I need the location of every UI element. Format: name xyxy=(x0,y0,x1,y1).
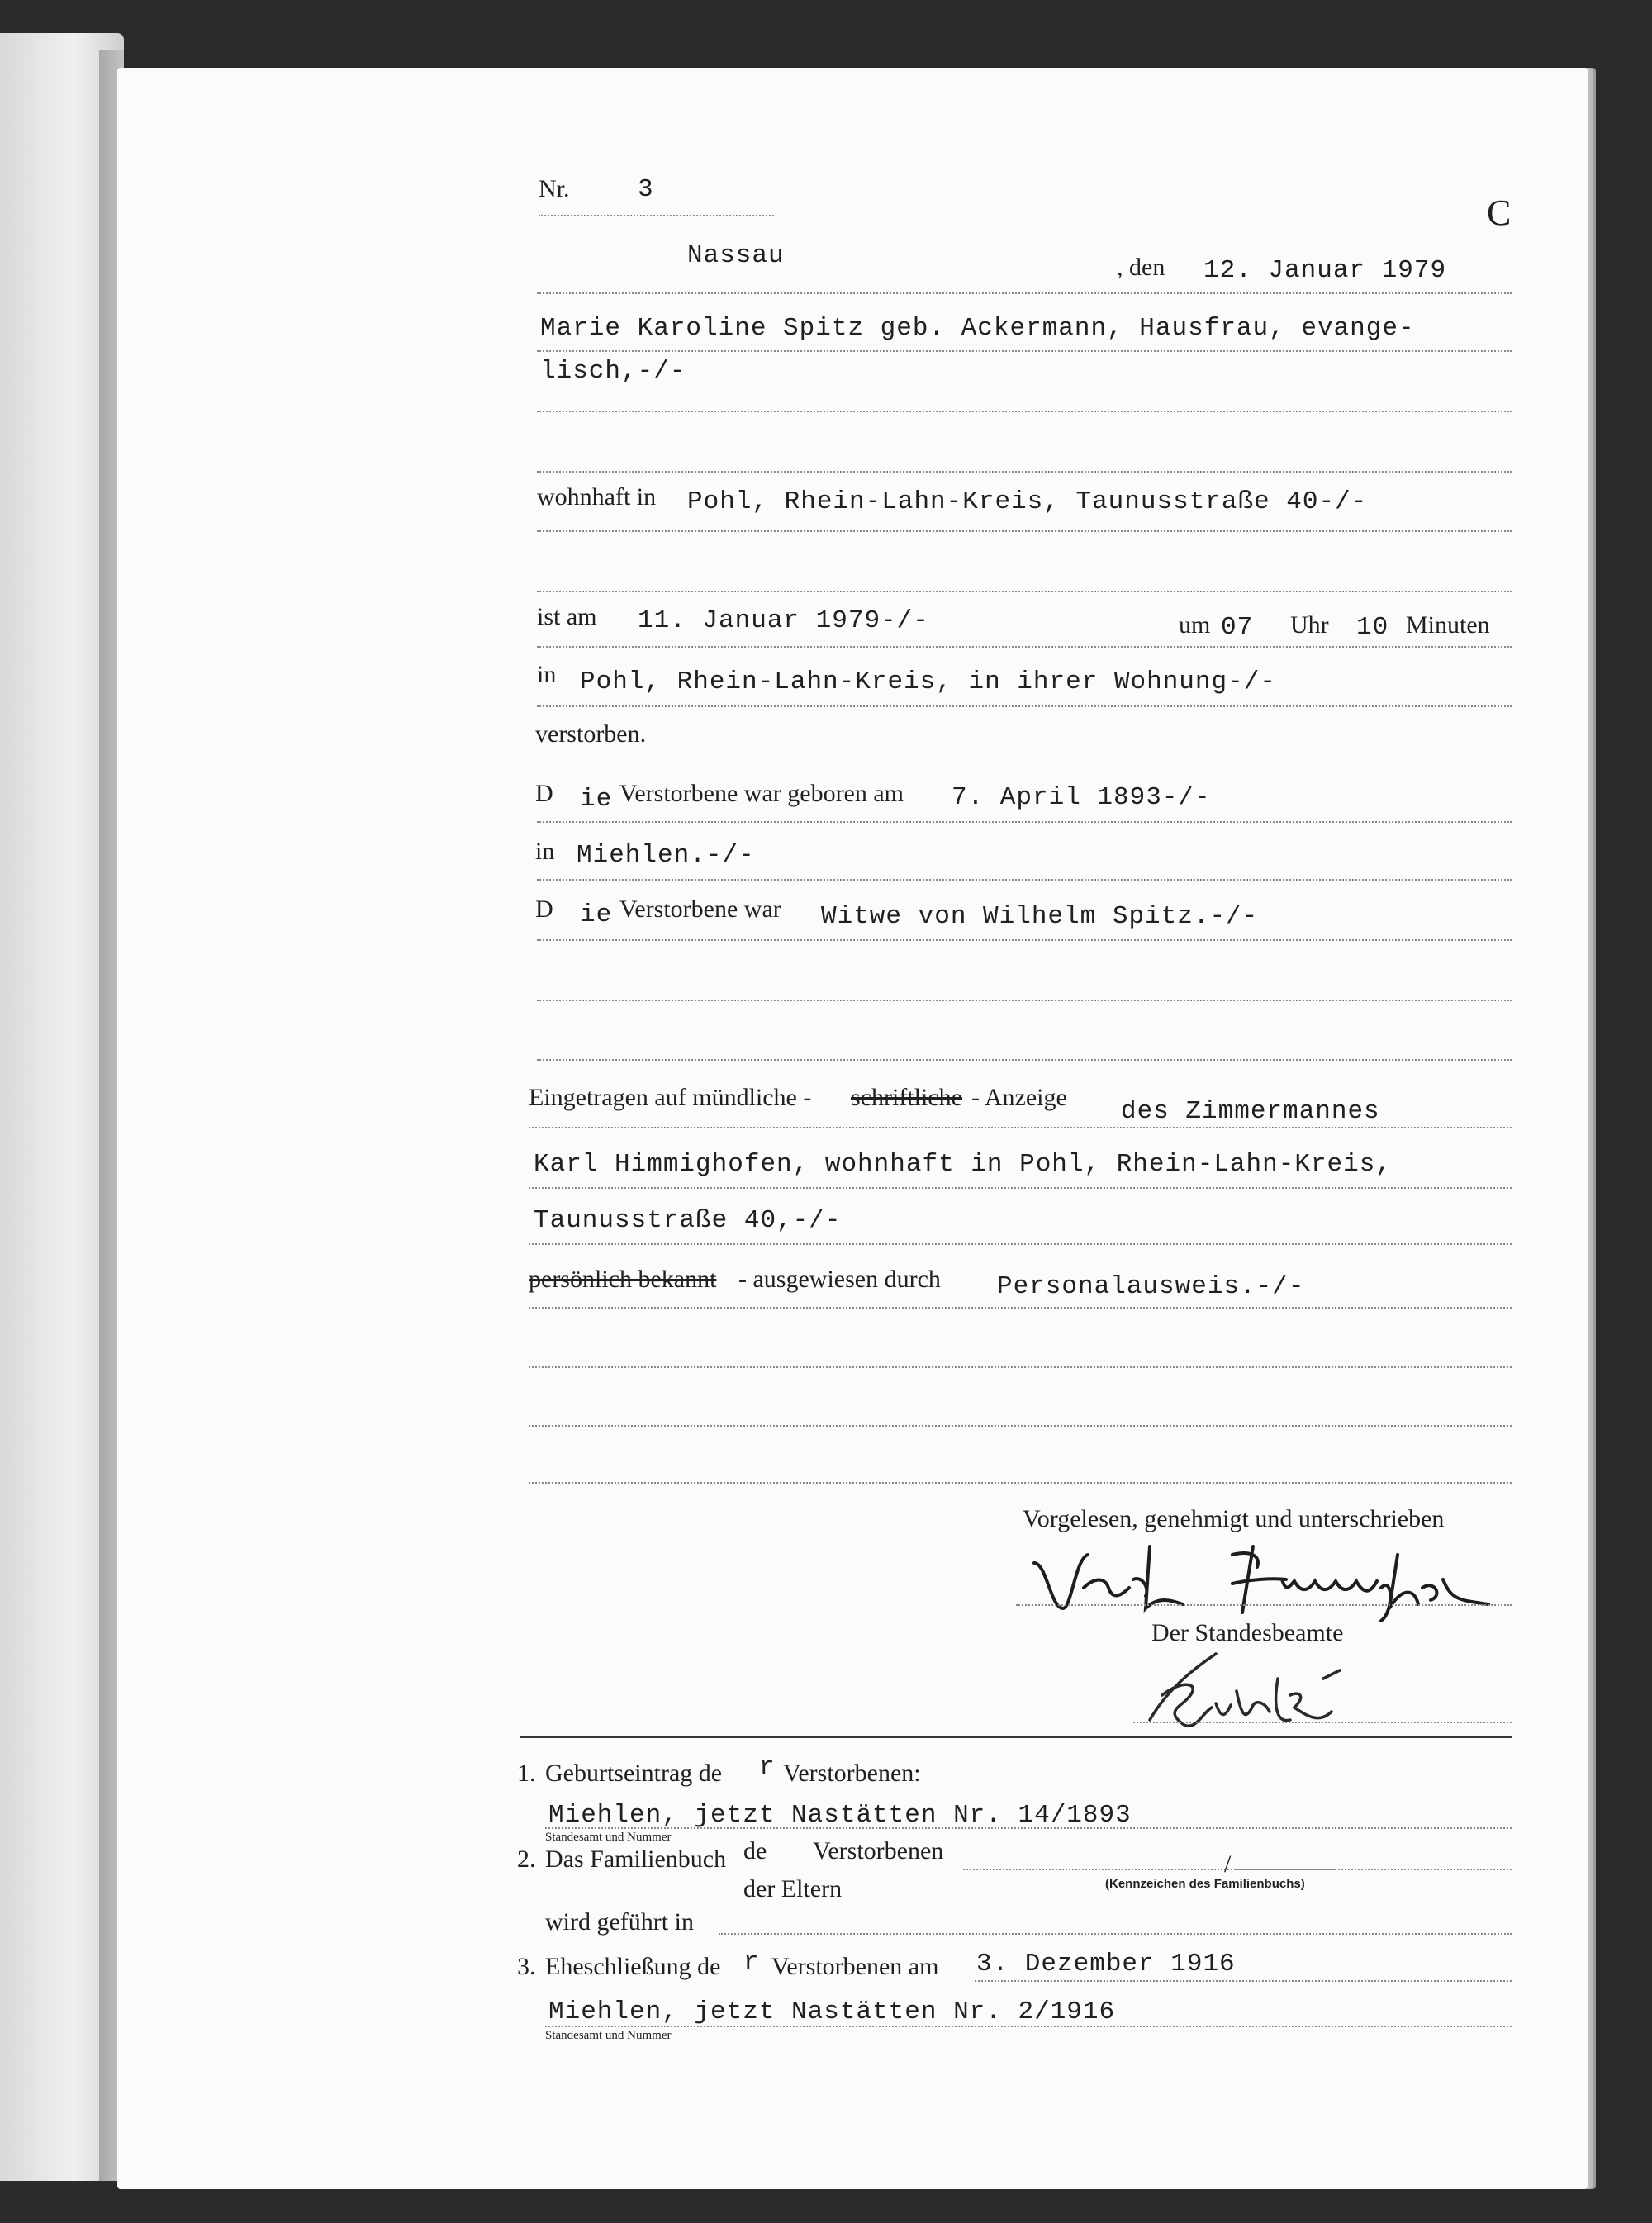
death-date: 11. Januar 1979-/- xyxy=(638,606,929,635)
death-register-page xyxy=(117,68,1588,2189)
separator-rule xyxy=(520,1736,1512,1738)
birth-in-label: in xyxy=(535,838,555,865)
line-19 xyxy=(529,1425,1512,1427)
birth-place: Miehlen.-/- xyxy=(577,841,755,870)
gefuehrt-label: wird geführt in xyxy=(545,1908,694,1936)
standesbeamte-label: Der Standesbeamte xyxy=(1151,1619,1344,1646)
familienbuch-label: Das Familienbuch xyxy=(545,1845,727,1873)
kennzeichen-caption: (Kennzeichen des Familienbuchs) xyxy=(1105,1877,1305,1891)
status-d-label: D xyxy=(535,895,553,923)
line-2 xyxy=(537,350,1512,352)
geburtseintrag-label: Geburtseintrag de xyxy=(545,1760,723,1787)
birth-d-label: D xyxy=(535,780,553,807)
official-signature-line xyxy=(1133,1722,1512,1723)
verstorbenen-am-label: Verstorbenen am xyxy=(771,1953,939,1980)
familienbuch-slash: / xyxy=(1224,1850,1232,1878)
status-war-label: Verstorbene war xyxy=(620,895,781,923)
standesamt-caption-1: Standesamt und Nummer xyxy=(545,1831,672,1844)
line-12 xyxy=(537,1000,1512,1001)
geburtseintrag-r-fill: r xyxy=(759,1753,776,1782)
line-5 xyxy=(537,530,1512,532)
nr-value: 3 xyxy=(638,175,654,204)
line-11 xyxy=(537,939,1512,941)
um-label: um xyxy=(1179,611,1211,639)
line-7 xyxy=(537,646,1512,648)
line-13 xyxy=(537,1059,1512,1061)
in-label: in xyxy=(537,661,557,688)
line-16 xyxy=(529,1243,1512,1245)
line-17 xyxy=(529,1307,1512,1309)
gefuehrt-line xyxy=(719,1933,1512,1935)
marriage-value: Miehlen, jetzt Nastätten Nr. 2/1916 xyxy=(548,1997,1116,2026)
line-10 xyxy=(537,879,1512,881)
line-3 xyxy=(537,411,1512,412)
ausgewiesen-label: - ausgewiesen durch xyxy=(738,1266,941,1293)
geburtseintrag-value: Miehlen, jetzt Nastätten Nr. 14/1893 xyxy=(548,1801,1132,1830)
registration-date: 12. Januar 1979 xyxy=(1203,256,1447,285)
deceased-address: Pohl, Rhein-Lahn-Kreis, Taunusstraße 40-/- xyxy=(687,487,1368,516)
uhr-label: Uhr xyxy=(1290,611,1329,639)
line-6 xyxy=(537,591,1512,592)
familienbuch-verstorbenen: Verstorbenen xyxy=(813,1837,944,1864)
ist-am-label: ist am xyxy=(537,603,597,630)
eheschliessung-r-fill: r xyxy=(743,1948,760,1977)
kennzeichen-line xyxy=(1236,1869,1512,1870)
standesamt-caption-3: Standesamt und Nummer xyxy=(545,2029,672,2042)
deceased-name-line2: lisch,-/- xyxy=(540,357,686,386)
verstorbenen-label: Verstorbenen: xyxy=(783,1760,921,1787)
vorgelesen-text: Vorgelesen, genehmigt und unterschrieben xyxy=(1023,1505,1445,1532)
id-document: Personalausweis.-/- xyxy=(997,1272,1305,1301)
line-15 xyxy=(529,1187,1512,1189)
marriage-date-line xyxy=(975,1980,1512,1982)
death-hour: 07 xyxy=(1221,613,1254,642)
eheschliessung-label: Eheschließung de xyxy=(545,1953,721,1980)
informant-line2: Karl Himmighofen, wohnhaft in Pohl, Rhein-Lahn-Kreis, xyxy=(534,1150,1392,1179)
marriage-date: 3. Dezember 1916 xyxy=(976,1950,1236,1978)
footnote-1-line xyxy=(545,1827,1512,1829)
informant-signature xyxy=(1026,1530,1505,1629)
place-of-registration: Nassau xyxy=(687,241,785,270)
informant-line1: des Zimmermannes xyxy=(1121,1097,1380,1126)
line-1 xyxy=(537,292,1512,294)
wohnhaft-label: wohnhaft in xyxy=(537,483,657,511)
familienbuch-eltern-label: der Eltern xyxy=(743,1875,843,1902)
line-14 xyxy=(529,1127,1512,1128)
line-20 xyxy=(529,1482,1512,1484)
register-letter: C xyxy=(1487,192,1512,233)
verstorben-label: verstorben. xyxy=(535,720,647,748)
familienbuch-de-label: de xyxy=(743,1837,767,1864)
bekannt-struck: persönlich bekannt xyxy=(529,1266,717,1293)
informant-line3: Taunusstraße 40,-/- xyxy=(534,1206,842,1235)
deceased-name-line1: Marie Karoline Spitz geb. Ackermann, Hausfrau, evange- xyxy=(540,314,1415,343)
marital-status: Witwe von Wilhelm Spitz.-/- xyxy=(821,902,1259,931)
nr-line xyxy=(539,215,774,216)
schriftliche-struck: schriftliche xyxy=(851,1084,962,1111)
line-8 xyxy=(537,705,1512,707)
footnote-3-number: 3. xyxy=(517,1953,536,1980)
minuten-label: Minuten xyxy=(1406,611,1490,639)
footnote-1-number: 1. xyxy=(517,1760,536,1787)
birth-ie-fill: ie xyxy=(580,785,613,814)
eingetragen-label: Eingetragen auf mündliche - xyxy=(529,1084,812,1111)
footnote-2-number: 2. xyxy=(517,1845,536,1873)
line-9 xyxy=(537,821,1512,823)
status-ie-fill: ie xyxy=(580,900,613,929)
anzeige-label: - Anzeige xyxy=(971,1084,1067,1111)
footnote-3-line xyxy=(545,2026,1512,2027)
informant-signature-line xyxy=(1016,1604,1512,1606)
geboren-label: Verstorbene war geboren am xyxy=(620,780,904,807)
line-18 xyxy=(529,1366,1512,1368)
den-label: , den xyxy=(1117,254,1165,281)
nr-label: Nr. xyxy=(539,175,570,202)
death-place: Pohl, Rhein-Lahn-Kreis, in ihrer Wohnung-/- xyxy=(580,667,1276,696)
line-4 xyxy=(537,471,1512,473)
death-minutes: 10 xyxy=(1356,613,1389,642)
birth-date: 7. April 1893-/- xyxy=(952,783,1211,812)
